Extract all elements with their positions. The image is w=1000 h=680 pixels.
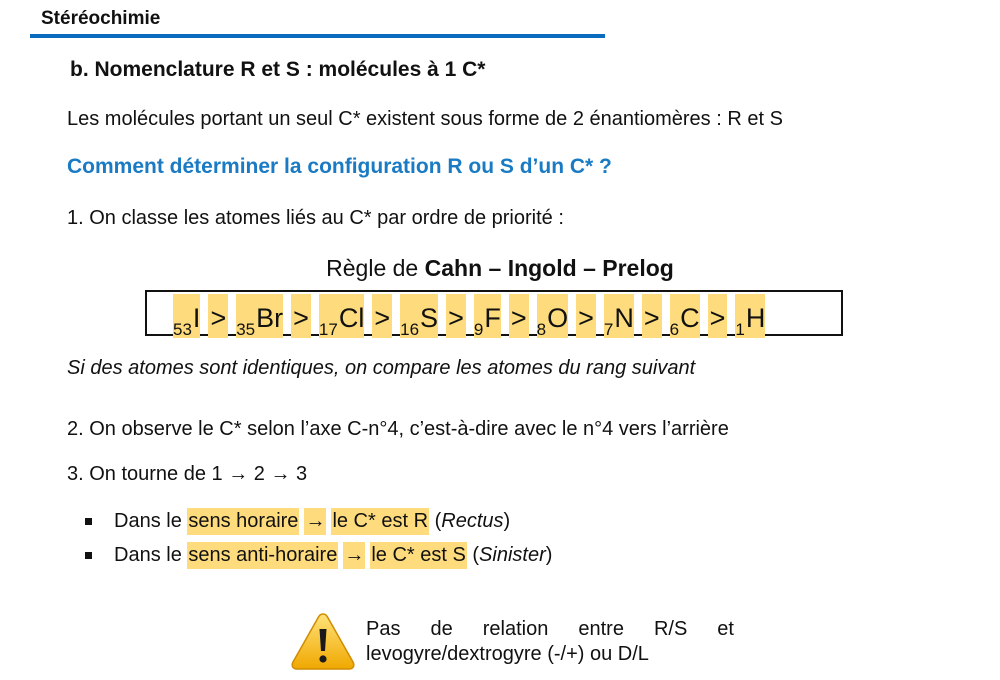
highlight-direction: sens horaire [187,508,299,535]
warning-line-2: levogyre/dextrogyre (-/+) ou D/L [366,643,649,665]
atom-carbon [670,294,700,338]
step-3-text: 3. On tourne de 1 → 2 → 3 [67,463,308,485]
greater-than-sign: > [708,294,728,338]
warning-triangle-icon [290,611,356,671]
arrow-right-icon: → [304,508,326,535]
page-header-title: Stéréochimie [41,8,161,29]
square-bullet-icon [85,552,92,559]
section-title: b. Nomenclature R et S : molécules à 1 C* [70,58,486,81]
latin-term: Rectus [441,510,504,532]
greater-than-sign: > [642,294,662,338]
paren-open: ( [466,544,480,566]
atom-nitrogen [604,294,634,338]
atom-symbol: N [614,303,634,333]
priority-chain [173,292,766,339]
atomic-number: 53 [173,320,192,339]
atomic-number: 16 [400,320,420,339]
bullet-prefix: Dans le [114,510,188,532]
atomic-number: 17 [318,320,338,339]
atomic-number: 1 [735,320,745,339]
atom-symbol: S [420,303,439,333]
atomic-number: 35 [236,320,256,339]
atom-symbol: C [680,303,700,333]
highlight-result: le C* est R [331,508,429,535]
atom-symbol: I [192,303,201,333]
bullet-clockwise [85,508,510,535]
atom-symbol: Br [256,303,284,333]
bullet-counterclockwise [85,542,552,569]
highlight-result: le C* est S [370,542,466,569]
paren-close: ) [545,544,553,566]
priority-chain-box [145,290,843,339]
atom-fluorine [474,294,501,338]
atom-symbol: F [484,303,501,333]
paren-close: ) [503,510,511,532]
warning-text [366,617,734,667]
atomic-number: 6 [669,320,680,339]
greater-than-sign: > [509,294,529,338]
arrow-right-icon: → [343,542,365,569]
atom-bromine [236,294,283,338]
question-heading: Comment déterminer la configuration R ou S d’un C* ? [67,155,612,178]
atom-symbol: O [547,303,569,333]
highlight-direction: sens anti-horaire [187,542,338,569]
square-bullet-icon [85,518,92,525]
atom-chlorine [319,294,364,338]
atom-hydrogen [735,294,765,338]
atom-sulfur [400,294,438,338]
atom-iodine [173,294,200,338]
atomic-number: 8 [536,320,547,339]
greater-than-sign: > [372,294,392,338]
step-1-text: 1. On classe les atomes liés au C* par ordre de priorité : [67,207,564,229]
cip-rule-title [0,255,1000,282]
bullet-prefix: Dans le [114,544,188,566]
atomic-number: 9 [473,320,484,339]
greater-than-sign: > [291,294,311,338]
atom-symbol: H [745,303,766,333]
warning-line-1: Pas de relation entre R/S et [366,618,734,640]
latin-term: Sinister [479,544,546,566]
atomic-number: 7 [603,320,614,339]
atom-symbol: Cl [338,303,365,333]
header-divider [30,34,605,38]
greater-than-sign: > [446,294,466,338]
greater-than-sign: > [208,294,228,338]
paren-open: ( [429,510,442,532]
intro-text: Les molécules portant un seul C* existent sous forme de 2 énantiomères : R et S [67,108,783,130]
atom-oxygen [537,294,568,338]
greater-than-sign: > [576,294,596,338]
rule-title-name: Cahn – Ingold – Prelog [424,255,674,281]
identical-atoms-note: Si des atomes sont identiques, on compare les atomes du rang suivant [67,357,696,379]
step-2-text: 2. On observe le C* selon l’axe C-n°4, c’est-à-dire avec le n°4 vers l’arrière [67,418,729,440]
rule-title-prefix: Règle de [326,255,425,281]
